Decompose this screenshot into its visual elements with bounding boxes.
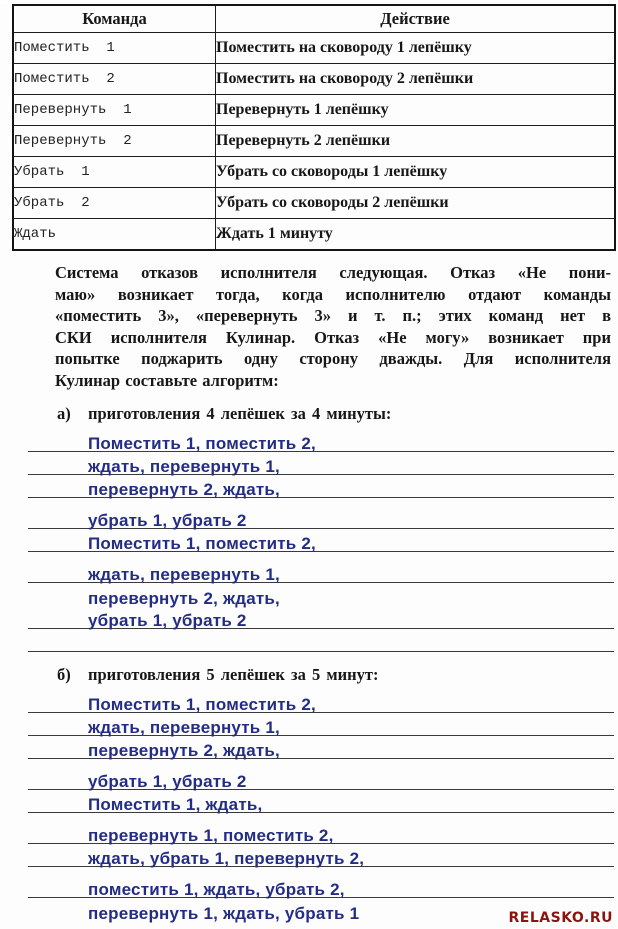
answer-line [28,506,614,529]
answer-text: ждать, перевернуть 1, [88,457,280,476]
task-b-label: б) [57,665,71,684]
answer-line [28,583,614,606]
command-cell: Поместить 2 [13,64,216,95]
watermark: RELASKO.RU [508,910,613,926]
command-cell: Ждать [13,219,216,251]
command-cell: Перевернуть 1 [13,95,216,126]
task-b-answers [28,687,614,921]
answer-line [28,606,614,629]
answer-line [28,736,614,759]
command-cell: Убрать 2 [13,188,216,219]
task-b-heading [57,665,618,687]
command-table [12,4,616,251]
paragraph-line: СКИ исполнителя Кулинар. Отказ «Не могу» возникает при [55,327,611,347]
command-cell: Поместить 1 [13,33,216,64]
action-cell: Убрать со сковороды 2 лепёшки [216,188,616,219]
answer-text: перевернуть 1, поместить 2, [88,826,334,845]
problem-paragraph [55,262,611,391]
table-row [13,219,615,251]
action-column-header: Действие [216,5,616,33]
task-a-title: приготовления 4 лепёшек за 4 минуты: [88,404,392,423]
table-row [13,64,615,95]
answer-text: Поместить 1, поместить 2, [88,695,316,714]
scanned-worksheet-page [0,4,618,929]
action-cell: Поместить на сковороду 2 лепёшки [216,64,616,95]
answer-line [28,790,614,813]
command-cell: Убрать 1 [13,157,216,188]
table-header-row [13,5,615,33]
answer-line [28,713,614,736]
command-column-header: Команда [13,5,216,33]
answer-line [28,821,614,844]
paragraph-line: попытке поджарить одну сторону дважды. Для исполнителя [55,349,611,368]
task-a-label: а) [57,404,71,423]
answer-line [28,844,614,867]
answer-line [28,560,614,583]
table-row [13,33,615,64]
action-cell: Поместить на сковороду 1 лепёшку [216,33,616,64]
answer-text: ждать, убрать 1, перевернуть 2, [88,849,365,868]
paragraph-line: маю» возникает тогда, когда исполнителю отдают команды [55,284,611,304]
answer-text: ждать, перевернуть 1, [88,565,280,584]
answer-line [28,687,614,713]
paragraph-line: Система отказов исполнителя следующая. Отказ «Не пони- [55,263,611,282]
answer-line [28,452,614,475]
action-cell: Убрать со сковороды 1 лепёшку [216,157,616,188]
answer-text: перевернуть 1, ждать, убрать 1 [88,904,360,923]
answer-text: убрать 1, убрать 2 [88,772,247,791]
paragraph-line: Кулинар составьте алгоритм: [55,370,279,390]
answer-text: поместить 1, ждать, убрать 2, [88,880,345,899]
action-cell: Перевернуть 2 лепёшки [216,126,616,157]
action-cell: Ждать 1 минуту [216,219,616,251]
table-row [13,157,615,188]
paragraph-line: «поместить 3», «перевернуть 3» и т. п.; этих команд нет в [55,306,611,325]
table-row [13,126,615,157]
table-row [13,95,615,126]
answer-text: Поместить 1, поместить 2, [88,534,316,553]
answer-text: убрать 1, убрать 2 [88,611,247,630]
answer-text: перевернуть 2, ждать, [88,480,280,499]
task-b-title: приготовления 5 лепёшек за 5 минут: [88,665,379,684]
answer-line [28,475,614,498]
answer-text: Поместить 1, поместить 2, [88,434,316,453]
answer-line [28,426,614,452]
action-cell: Перевернуть 1 лепёшку [216,95,616,126]
answer-line [28,875,614,898]
table-row [13,188,615,219]
answer-text: убрать 1, убрать 2 [88,511,247,530]
task-a-answers [28,426,614,652]
answer-line [28,529,614,552]
answer-text: перевернуть 2, ждать, [88,589,280,608]
command-cell: Перевернуть 2 [13,126,216,157]
answer-text: перевернуть 2, ждать, [88,741,280,760]
answer-text: Поместить 1, ждать, [88,795,263,814]
answer-line-empty [28,629,614,652]
answer-text: ждать, перевернуть 1, [88,718,280,737]
task-a-heading [57,404,618,426]
answer-line [28,767,614,790]
